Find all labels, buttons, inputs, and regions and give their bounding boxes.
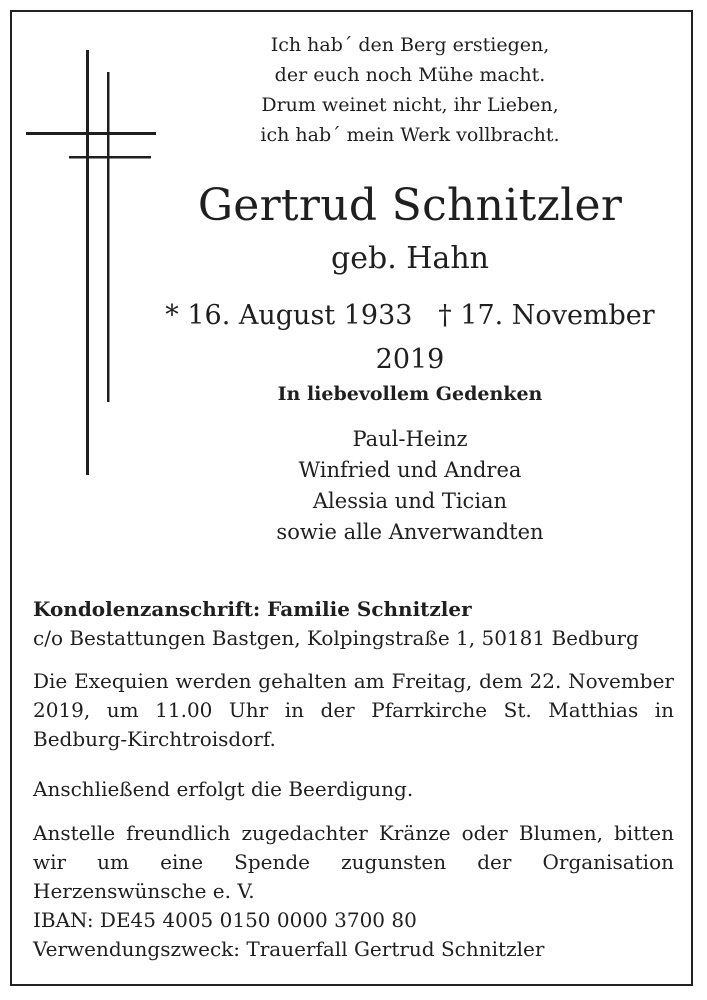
burial-text: Anschließend erfolgt die Beerdigung. <box>33 777 414 801</box>
poem-line: Ich hab´ den Berg erstiegen, <box>270 34 550 56</box>
mourner: Paul-Heinz <box>352 427 468 451</box>
condolence-address: c/o Bestattungen Bastgen, Kolpingstraße 1, 50181 Bedburg <box>33 626 639 650</box>
mourner: Alessia und Tician <box>312 489 508 513</box>
bank-details <box>33 906 674 964</box>
poem <box>140 30 680 150</box>
birth-date: * 16. August 1933 <box>165 300 413 331</box>
mourners-list <box>140 424 680 548</box>
death-date: † 17. November 2019 <box>375 300 655 375</box>
condolence-label: Kondolenzanschrift: Familie Schnitzler <box>33 597 472 621</box>
payment-purpose: Verwendungszweck: Trauerfall Gertrud Schnitzler <box>33 937 545 961</box>
iban: IBAN: DE45 4005 0150 0000 3700 80 <box>33 908 417 932</box>
donation-text: Anstelle freundlich zugedachter Kränze oder Blumen, bitten wir um eine Spende zugunsten der Organisation Herzenswünsche e. V. <box>33 821 674 903</box>
cross-icon <box>26 50 156 475</box>
poem-line: der euch noch Mühe macht. <box>274 64 546 86</box>
mourner: Winfried und Andrea <box>298 458 522 482</box>
birth-name: geb. Hahn <box>331 241 489 276</box>
life-dates <box>140 294 680 382</box>
condolence-block <box>33 595 674 653</box>
memory-heading: In liebevollem Gedenken <box>277 383 543 405</box>
poem-line: ich hab´ mein Werk vollbracht. <box>260 124 560 146</box>
deceased-name: Gertrud Schnitzler <box>197 180 623 231</box>
exequies-text: Die Exequien werden gehalten am Freitag, dem 22. November 2019, um 11.00 Uhr in der Pfarrkirche St. Matthias in Bedburg-Kirchtroisdorf. <box>33 669 674 751</box>
poem-line: Drum weinet nicht, ihr Lieben, <box>261 94 559 116</box>
mourner: sowie alle Anverwandten <box>276 520 544 544</box>
